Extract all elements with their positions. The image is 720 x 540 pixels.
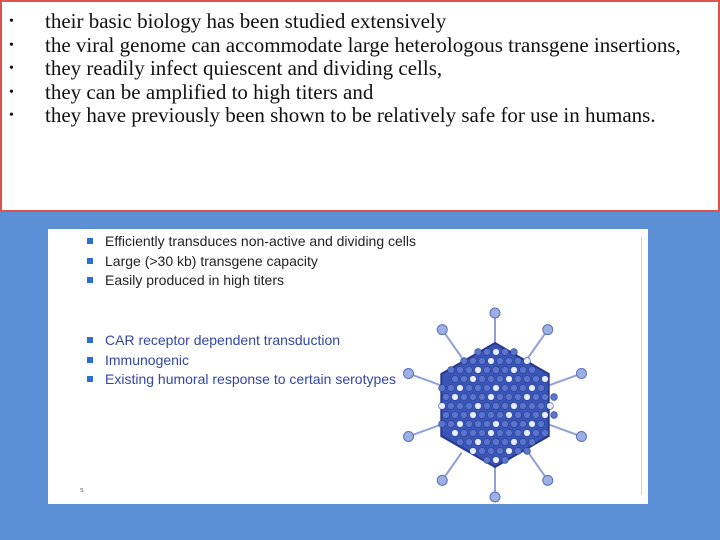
virus-capsomer bbox=[493, 367, 500, 374]
virus-capsomer bbox=[524, 358, 531, 365]
virus-capsomer bbox=[493, 457, 500, 464]
virus-capsomer bbox=[515, 430, 522, 437]
virus-capsomer bbox=[497, 358, 504, 365]
virus-capsomer bbox=[511, 349, 518, 356]
virus-capsomer bbox=[542, 430, 549, 437]
virus-capsomer bbox=[520, 421, 527, 428]
virus-capsomer bbox=[493, 439, 500, 446]
virus-capsomer bbox=[461, 412, 468, 419]
virus-fiber-knob bbox=[404, 431, 414, 441]
virus-capsomer bbox=[511, 421, 518, 428]
virus-capsomer bbox=[452, 430, 459, 437]
bullet-item bbox=[2, 81, 718, 105]
bullet-marker: • bbox=[9, 108, 14, 123]
virus-capsomer bbox=[533, 412, 540, 419]
virus-capsomer bbox=[475, 349, 482, 356]
virus-capsomer bbox=[466, 421, 473, 428]
disadvantage-text: Existing humoral response to certain serotypes bbox=[105, 371, 397, 387]
virus-capsomer bbox=[502, 439, 509, 446]
virus-capsomer bbox=[457, 367, 464, 374]
virus-capsomer bbox=[497, 394, 504, 401]
virus-capsomer bbox=[484, 439, 491, 446]
virus-capsomer bbox=[448, 367, 455, 374]
virus-capsomer bbox=[538, 421, 545, 428]
virus-capsomer bbox=[515, 394, 522, 401]
virus-capsomer bbox=[452, 376, 459, 383]
virus-capsomer bbox=[493, 421, 500, 428]
virus-capsomer bbox=[479, 430, 486, 437]
virus-capsomer bbox=[515, 376, 522, 383]
virus-capsomer bbox=[497, 376, 504, 383]
bullet-item bbox=[2, 34, 718, 58]
virus-capsomer bbox=[457, 385, 464, 392]
disadvantage-text: CAR receptor dependent transduction bbox=[105, 332, 341, 348]
virus-fiber-knob bbox=[576, 431, 586, 441]
virus-capsomer bbox=[479, 376, 486, 383]
bullet-text: their basic biology has been studied extensively bbox=[45, 9, 447, 33]
virus-capsomer bbox=[466, 385, 473, 392]
bullet-list bbox=[2, 10, 718, 128]
virus-capsomer bbox=[547, 403, 554, 410]
virus-capsomer bbox=[520, 439, 527, 446]
bullet-item bbox=[2, 10, 718, 34]
virus-capsomer bbox=[448, 421, 455, 428]
virus-fiber-knob bbox=[437, 325, 447, 335]
virus-capsomer bbox=[497, 412, 504, 419]
virus-capsomer bbox=[461, 430, 468, 437]
virus-capsomer bbox=[470, 448, 477, 455]
virus-capsomer bbox=[466, 367, 473, 374]
virus-capsomer bbox=[475, 421, 482, 428]
embedded-slide-image bbox=[48, 229, 648, 504]
bullet-item bbox=[2, 104, 718, 128]
virus-capsomer bbox=[529, 421, 536, 428]
virus-capsomer bbox=[511, 439, 518, 446]
adenovirus-capsid-icon bbox=[48, 229, 648, 504]
virus-capsomer bbox=[520, 403, 527, 410]
virus-capsomer bbox=[515, 412, 522, 419]
virus-capsomer bbox=[520, 385, 527, 392]
bullet-marker: • bbox=[9, 14, 14, 29]
virus-fiber-knob bbox=[437, 475, 447, 485]
virus-capsomer bbox=[506, 394, 513, 401]
virus-capsomer bbox=[470, 412, 477, 419]
virus-capsomer bbox=[484, 421, 491, 428]
virus-capsomer bbox=[511, 385, 518, 392]
virus-capsomer bbox=[533, 394, 540, 401]
virus-capsomer bbox=[439, 421, 446, 428]
virus-capsomer bbox=[529, 439, 536, 446]
virus-fiber-knob bbox=[543, 325, 553, 335]
virus-capsomer bbox=[538, 403, 545, 410]
virus-capsomer bbox=[502, 367, 509, 374]
virus-capsomer bbox=[461, 358, 468, 365]
disadvantage-text: Immunogenic bbox=[105, 351, 190, 368]
virus-capsomer bbox=[551, 412, 558, 419]
virus-capsomer bbox=[470, 358, 477, 365]
virus-capsomer bbox=[452, 412, 459, 419]
virus-capsomer bbox=[524, 448, 531, 455]
virus-capsomer bbox=[488, 412, 495, 419]
virus-capsomer bbox=[479, 358, 486, 365]
bullet-text: they readily infect quiescent and dividing cells, bbox=[45, 56, 443, 80]
virus-capsomer bbox=[542, 376, 549, 383]
advantage-text: Efficiently transduces non-active and dividing cells bbox=[105, 233, 417, 249]
virus-capsomer bbox=[439, 385, 446, 392]
virus-capsomer bbox=[443, 412, 450, 419]
virus-capsomer bbox=[538, 385, 545, 392]
bullet-marker: • bbox=[9, 61, 14, 76]
virus-capsomer bbox=[479, 448, 486, 455]
virus-fiber-knob bbox=[404, 369, 414, 379]
virus-capsomer bbox=[493, 385, 500, 392]
bullet-item bbox=[2, 57, 718, 81]
virus-capsomer bbox=[529, 367, 536, 374]
virus-capsomer bbox=[475, 385, 482, 392]
virus-capsomer bbox=[484, 403, 491, 410]
virus-capsomer bbox=[484, 385, 491, 392]
bullet-text: they have previously been shown to be relatively safe for use in humans. bbox=[45, 103, 656, 127]
virus-capsomer bbox=[448, 385, 455, 392]
virus-capsomer bbox=[529, 385, 536, 392]
virus-capsomer bbox=[484, 457, 491, 464]
virus-fiber-knob bbox=[576, 369, 586, 379]
virus-capsomer bbox=[479, 412, 486, 419]
virus-capsomer bbox=[448, 403, 455, 410]
virus-fiber-knob bbox=[543, 475, 553, 485]
virus-capsomer bbox=[511, 403, 518, 410]
virus-capsomer bbox=[484, 349, 491, 356]
virus-capsomer bbox=[488, 358, 495, 365]
virus-capsomer bbox=[502, 385, 509, 392]
virus-capsomer bbox=[488, 448, 495, 455]
virus-capsomer bbox=[506, 448, 513, 455]
virus-capsomer bbox=[475, 367, 482, 374]
virus-capsomer bbox=[457, 421, 464, 428]
virus-capsomer bbox=[533, 430, 540, 437]
virus-capsomer bbox=[506, 376, 513, 383]
virus-capsomer bbox=[488, 394, 495, 401]
advantage-text: Large (>30 kb) transgene capacity bbox=[105, 252, 318, 269]
virus-capsomer bbox=[515, 448, 522, 455]
virus-capsomer bbox=[488, 376, 495, 383]
slide-footer-mark: s bbox=[80, 487, 84, 494]
bullet-marker: • bbox=[9, 84, 14, 100]
virus-capsomer bbox=[452, 394, 459, 401]
virus-capsomer bbox=[506, 430, 513, 437]
text-panel bbox=[0, 0, 720, 212]
virus-capsomer bbox=[502, 457, 509, 464]
virus-fiber-knob bbox=[490, 492, 500, 502]
virus-capsomer bbox=[457, 439, 464, 446]
virus-capsomer bbox=[466, 403, 473, 410]
virus-capsomer bbox=[479, 394, 486, 401]
virus-capsomer bbox=[470, 394, 477, 401]
virus-capsomer bbox=[524, 376, 531, 383]
virus-capsomer bbox=[502, 403, 509, 410]
virus-capsomer bbox=[484, 367, 491, 374]
virus-capsomer bbox=[524, 394, 531, 401]
virus-capsomer bbox=[493, 403, 500, 410]
virus-capsomer bbox=[515, 358, 522, 365]
virus-capsomer bbox=[542, 412, 549, 419]
virus-capsomer bbox=[524, 412, 531, 419]
virus-capsomer bbox=[520, 367, 527, 374]
virus-capsomer bbox=[475, 439, 482, 446]
virus-capsomer bbox=[497, 430, 504, 437]
virus-capsomer bbox=[443, 394, 450, 401]
virus-capsomer bbox=[533, 376, 540, 383]
virus-capsomer bbox=[506, 412, 513, 419]
virus-capsomer bbox=[470, 376, 477, 383]
virus-capsomer bbox=[470, 430, 477, 437]
virus-capsomer bbox=[551, 394, 558, 401]
virus-capsomer bbox=[511, 367, 518, 374]
virus-capsomer bbox=[466, 439, 473, 446]
bullet-text: the viral genome can accommodate large heterologous transgene insertions, bbox=[45, 32, 681, 57]
virus-capsomer bbox=[461, 376, 468, 383]
virus-capsomer bbox=[502, 349, 509, 356]
virus-capsomer bbox=[475, 403, 482, 410]
virus-capsomer bbox=[502, 421, 509, 428]
virus-capsomer bbox=[488, 430, 495, 437]
virus-capsomer bbox=[493, 349, 500, 356]
virus-capsomer bbox=[457, 403, 464, 410]
virus-capsomer bbox=[524, 430, 531, 437]
virus-capsomer bbox=[497, 448, 504, 455]
virus-capsomer bbox=[439, 403, 446, 410]
virus-fiber-knob bbox=[490, 308, 500, 318]
virus-capsomer bbox=[542, 394, 549, 401]
virus-capsomer bbox=[529, 403, 536, 410]
bullet-marker: • bbox=[9, 37, 14, 53]
advantage-text: Easily produced in high titers bbox=[105, 272, 284, 288]
bullet-text: they can be amplified to high titers and bbox=[45, 79, 374, 104]
virus-capsomer bbox=[506, 358, 513, 365]
virus-capsomer bbox=[461, 394, 468, 401]
